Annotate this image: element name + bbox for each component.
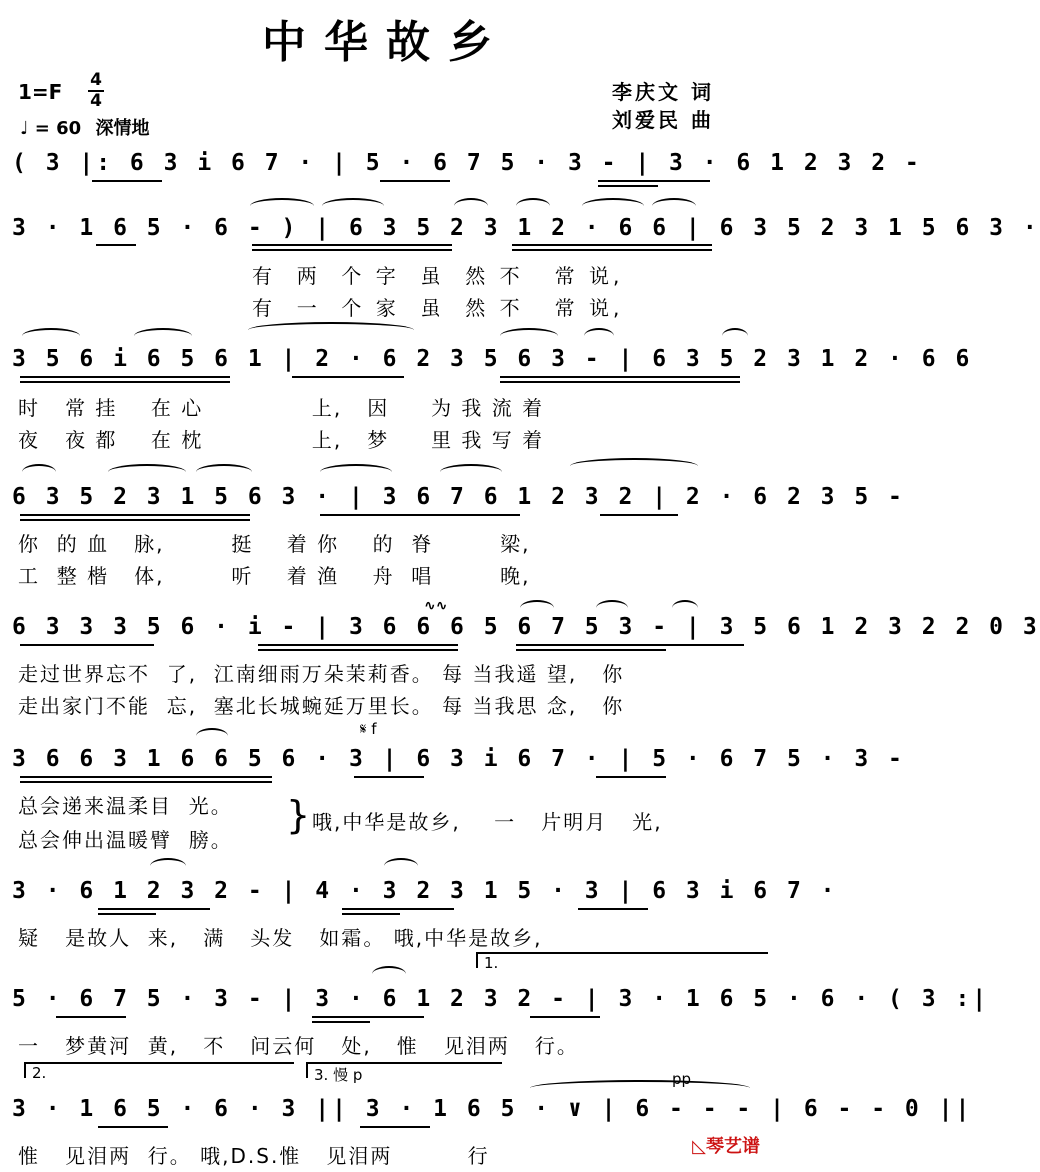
volta-1-bracket <box>476 952 768 968</box>
lyric-line-9: 总会递来温柔目 光。 <box>18 794 233 818</box>
underline-beam <box>380 180 450 182</box>
underline-beam <box>596 776 666 778</box>
underline-beam <box>96 244 136 246</box>
underline-beam <box>20 514 250 516</box>
slur <box>22 328 80 344</box>
key-signature: 1=F <box>18 80 63 104</box>
slur <box>196 728 228 744</box>
lyric-line-12: 疑 是故人 来, 满 头发 如霜。 哦,中华是故乡, <box>18 926 543 950</box>
expression-marking: 深情地 <box>95 118 150 139</box>
slur <box>596 600 628 616</box>
lyric-line-3: 时 常 挂 在 心 上, 因 为 我 流 着 <box>18 396 545 420</box>
slur <box>652 198 696 214</box>
underline-beam <box>598 180 710 182</box>
lyric-line-7: 走过世界忘不 了, 江南细雨万朵茉莉香。 每 当我遥 望, 你 <box>18 662 625 686</box>
notation-row-3: 3 5 6 i 6 5 6 1 | 2 · 6 2 3 5 6 3 - | 6 3 5 2 3 1 2 · 6 6 <box>12 346 973 372</box>
volta-1-label: 1. <box>484 954 499 972</box>
slur <box>196 464 252 480</box>
lyric-line-6: 工 整 楷 体, 听 着 渔 舟 唱 晚, <box>18 564 531 588</box>
underline-beam <box>252 244 452 246</box>
volta-2-label: 2. <box>32 1064 47 1082</box>
slur <box>530 1080 750 1096</box>
underline-beam <box>292 376 404 378</box>
underline-beam <box>342 913 400 915</box>
slur <box>150 858 186 874</box>
time-signature <box>88 72 104 110</box>
slur <box>440 464 502 480</box>
slur <box>570 458 698 474</box>
lyric-line-2: 有 一 个 家 虽 然 不 常 说, <box>252 296 624 320</box>
lyric-line-1: 有 两 个 字 虽 然 不 常 说, <box>252 264 624 288</box>
underline-beam <box>312 1021 370 1023</box>
slur <box>584 328 614 344</box>
slur <box>134 328 192 344</box>
mordent-icon: ∿∿ <box>424 598 448 614</box>
underline-beam <box>20 519 250 521</box>
underline-beam <box>20 781 272 783</box>
underline-beam <box>516 644 744 646</box>
slur <box>520 600 554 616</box>
dal-segno-forte-marking: 𝄋 f <box>360 720 377 738</box>
underline-beam <box>512 249 712 251</box>
volta-3-number: 3. <box>314 1066 329 1084</box>
volta-3-label <box>314 1064 362 1085</box>
pianissimo-marking: pp <box>672 1070 692 1088</box>
slur <box>320 464 392 480</box>
slur <box>500 328 558 344</box>
notation-row-2: 3 · 1 6 5 · 6 - ) | 6 3 5 2 3 1 2 · 6 6 | 6 3 5 2 3 1 5 6 3 · <box>12 215 1040 241</box>
time-top: 4 <box>90 70 102 90</box>
underline-beam <box>512 244 712 246</box>
underline-beam <box>56 1016 126 1018</box>
lyric-line-10: 总会伸出温暖臂 膀。 <box>18 828 233 852</box>
composer-credit: 刘爱民 曲 <box>612 108 714 132</box>
underline-beam <box>20 381 230 383</box>
underline-beam <box>98 913 156 915</box>
underline-beam <box>98 1126 168 1128</box>
underline-beam <box>500 381 740 383</box>
lyricist-credit: 李庆文 词 <box>612 80 714 104</box>
underline-beam <box>360 1126 430 1128</box>
underline-beam <box>20 376 230 378</box>
notation-row-1: ( 3 |: 6 3 i 6 7 · | 5 · 6 7 5 · 3 - | 3 · 6 1 2 3 2 - <box>12 150 922 176</box>
notation-row-6: 3 6 6 3 1 6 6 5 6 · 3 | 6 3 i 6 7 · | 5 · 6 7 5 · 3 - <box>12 746 905 772</box>
lyric-line-14: 惟 见泪两 行。 哦,D.S.惟 见泪两 行 <box>18 1144 490 1168</box>
volta-2-bracket <box>24 1062 294 1078</box>
notation-row-8: 5 · 6 7 5 · 3 - | 3 · 6 1 2 3 2 - | 3 · 1 6 5 · 6 · ( 3 :| <box>12 986 990 1012</box>
lyric-line-13: 一 梦黄河 黄, 不 问云何 处, 惟 见泪两 行。 <box>18 1034 579 1058</box>
quarter-note-icon: ♩ <box>20 118 29 139</box>
slur <box>322 198 384 214</box>
underline-beam <box>578 908 648 910</box>
underline-beam <box>516 649 666 651</box>
underline-beam <box>320 514 520 516</box>
slur <box>672 600 698 616</box>
lyric-line-11: 哦,中华是故乡, 一 片明月 光, <box>312 810 663 834</box>
slur <box>516 198 550 214</box>
underline-beam <box>354 776 424 778</box>
slur <box>22 464 56 480</box>
slur <box>454 198 488 214</box>
underline-beam <box>530 1016 600 1018</box>
underline-beam <box>98 908 210 910</box>
slur <box>108 464 186 480</box>
score-title: 中华故乡 <box>262 17 510 68</box>
notation-row-9: 3 · 1 6 5 · 6 · 3 || 3 · 1 6 5 · ∨ | 6 - - - | 6 - - 0 || <box>12 1096 973 1122</box>
tempo-value: = 60 <box>34 118 82 139</box>
time-bottom: 4 <box>90 91 102 111</box>
lyric-line-8: 走出家门不能 忘, 塞北长城蜿延万里长。 每 当我思 念, 你 <box>18 694 625 718</box>
underline-beam <box>20 776 272 778</box>
underline-beam <box>252 249 452 251</box>
underline-beam <box>598 185 658 187</box>
underline-beam <box>258 644 458 646</box>
lyric-line-4: 夜 夜 都 在 枕 上, 梦 里 我 写 着 <box>18 428 545 452</box>
underline-beam <box>342 908 454 910</box>
brace-icon: } <box>286 793 311 837</box>
slur <box>384 858 418 874</box>
site-logo <box>692 1132 760 1158</box>
underline-beam <box>92 180 162 182</box>
slur <box>372 966 406 982</box>
slur <box>722 328 748 344</box>
notation-row-5: 6 3 3 3 5 6 · i - | 3 6 6 6 5 6 7 5 3 - | 3 5 6 1 2 3 2 2 0 3 <box>12 614 1040 640</box>
tempo-marking <box>20 114 149 140</box>
slow-piano-marking: 慢 p <box>333 1066 363 1084</box>
slur <box>248 322 414 338</box>
logo-text: 琴艺谱 <box>706 1136 760 1157</box>
slur <box>250 198 314 214</box>
underline-beam <box>312 1016 424 1018</box>
notation-row-7: 3 · 6 1 2 3 2 - | 4 · 3 2 3 1 5 · 3 | 6 3 i 6 7 · <box>12 878 838 904</box>
logo-icon: ◺ <box>692 1136 706 1157</box>
underline-beam <box>500 376 740 378</box>
lyric-line-5: 你 的 血 脉, 挺 着 你 的 脊 梁, <box>18 532 531 556</box>
underline-beam <box>258 649 458 651</box>
underline-beam <box>600 514 678 516</box>
slur <box>582 198 644 214</box>
underline-beam <box>20 644 154 646</box>
notation-row-4: 6 3 5 2 3 1 5 6 3 · | 3 6 7 6 1 2 3 2 | 2 · 6 2 3 5 - <box>12 484 905 510</box>
